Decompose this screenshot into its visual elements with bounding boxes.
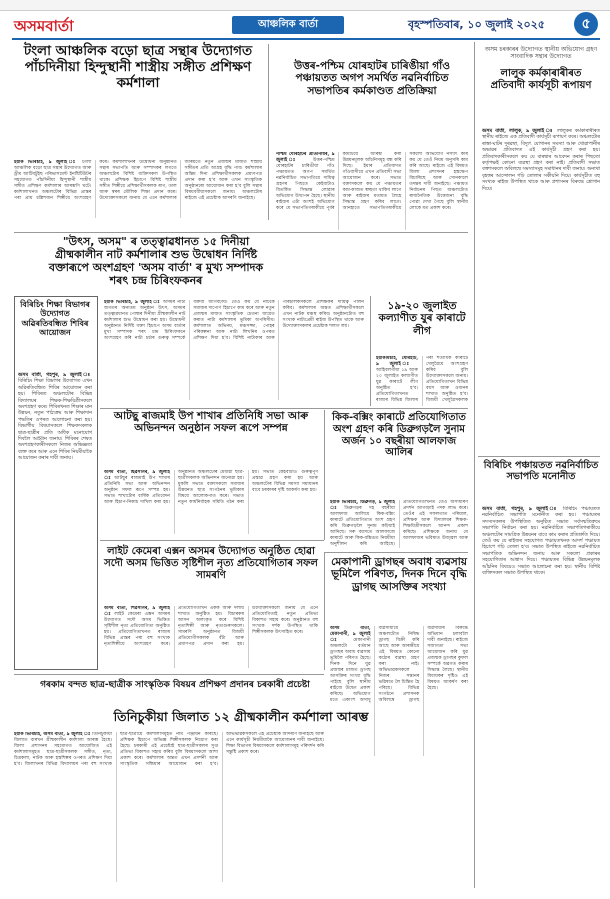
article-tongla-headline: টংলা আঞ্চলিক বড়ো ছাত্ৰ সন্থাৰ উদ্যোগত পাঁচদিনীয়া হিন্দুস্থানী শাস্ত্ৰীয় সঙ্গীত প্ৰশিক্ষণ কৰ্মশালা [23, 43, 253, 91]
article-light-body [104, 606, 318, 668]
side-article-biriching-headline: বিৰিচিং পঞ্চায়তত নৱনিৰ্বাচিত সভাপতি মনোনীত [483, 460, 599, 483]
dateline: ইয়াকমিচাই, যোৰহাট, ৯ জুলাই ঃ [376, 356, 418, 367]
article-text: লালুকৰ কৰ্মকাৰাৰীৰত স্থানীয় ৰাইজে এক প্ৰতিবাদী কাৰ্যসূচী ৰূপায়ণ কৰে। অঞ্চলটোৰ ৰাস্তা-ঘাটৰ দুৰৱস্থা, বিদ্যুৎ যোগানৰ সমস্যা আৰু খোৱাপানীৰ অভাৱৰ প্ৰতিবাদত এই কাৰ্যসূচী গ্ৰহণ কৰা হয়। প্ৰতিবাদকাৰীসকলে কয় যে বাৰম্বাৰ আবেদন কৰাৰ পিছতো কৰ্তৃপক্ষই কোনো ব্যৱস্থা গ্ৰহণ কৰা নাই। প্ৰতিবাদী সভাত বক্তাসকলে অবিলম্বে সমস্যাসমূহ সমাধানৰ দাবী জনায়। অন্যথা বৃহত্তৰ আন্দোলন গঢ়ি তোলাৰ সকীয়নি দিয়ে। কাৰ্যসূচীত বহু সংখ্যক ৰাইজ উপস্থিত থাকে আৰু প্ৰশাসনৰ বিৰুদ্ধে শ্লোগান দিয়ে। [482, 129, 600, 192]
article-utsav-body [104, 300, 364, 400]
dateline: ইয়াক ভিৰিচাই, অসম বাৰ্তা, ৯ জুলাই ঃ [14, 732, 91, 737]
dateline: অসম বাৰ্তা, ছিৱসাগৰ, ৯ জুলাই ঃ [104, 470, 170, 481]
column-divider [324, 410, 325, 540]
article-text: ডিব্ৰুগড়ৰ দহ বছৰীয়া আলফাজ আলিয়ে কিক-বক্সিং কাৰাটে প্ৰতিযোগিতাত অংশ গ্ৰহণ কৰি ডিব্ৰুগড়লৈ সুনাম কঢ়িয়াই আনিছে। সৰু বয়সতে আলফাজে কাৰাটে আৰু কিক-বক্সিঙত নিয়মীয়া অনুশীলন কৰি আহিছে। প্ৰতিযোগিতাখনত তেওঁ অসাধাৰণ প্ৰদৰ্শন আগবঢ়াই পদক লাভ কৰে। তেওঁৰ এই সফলতাত পৰিয়াল, প্ৰশিক্ষক আৰু বিদ্যালয়ৰ শিক্ষক-শিক্ষয়িত্ৰীসকলে আনন্দ প্ৰকাশ কৰিছে। প্ৰশিক্ষকে জনায় যে আলফাজৰ ভবিষ্যত উজ্জ্বল আৰু [330, 500, 468, 547]
logo-part-b: বাৰ্তা [45, 17, 74, 35]
section-divider [100, 408, 468, 409]
article-kalyan-headline: ১৯-২০ জুলাইত কল্যাণীত যুৰ কাৰাটে লীগ [378, 300, 466, 337]
side-article-lalluk-body [482, 128, 600, 454]
logo-part-a: অসম [14, 17, 46, 35]
article-gokam-headline: গৰকাম বন্দত ছাত্ৰ-ছাত্ৰীক সাংস্কৃতিক বিষয়ৰ প্ৰশিক্ষণ প্ৰদানৰ চৰকাৰী প্ৰচেষ্টা [40, 680, 310, 690]
column-divider [370, 296, 371, 406]
side-column-divider [474, 42, 475, 888]
dateline: ইয়াক ভিৰিচাই, ডিব্ৰুগড়, ৯ জুলাই ঃ [330, 500, 395, 511]
dateline: অসম বাৰ্তা, লালুক, ৯ জুলাই ঃ [482, 128, 554, 134]
article-mekapani-headline: মেকাপানী ড্ৰাগছৰ অবাধ ব্যৱসায় ভূমিলৈ পৰিণত, দিনক দিনে বৃদ্ধি ড্ৰাগছ আসক্তিৰ সংখ্যা [331, 556, 467, 593]
article-text: বিৰিচিং পঞ্চায়তত নৱনিৰ্বাচিত সভাপতি মনোনীত কৰা হয়। পঞ্চায়তৰ সদস্যসকলৰ উপস্থিতিত অনুষ্ঠিত সভাত সৰ্বসন্মতিক্ৰমে সভাপতি নিৰ্বাচন কৰা হয়। নৱনিৰ্বাচিত সভাপতিগৰাকীয়ে অঞ্চলটোৰ সামগ্ৰিক উন্নয়নৰ বাবে কাম কৰাৰ প্ৰতিশ্ৰুতি দিয়ে। তেওঁ কয় যে ৰাইজৰ সহযোগত পঞ্চায়তখনক আদৰ্শ পঞ্চায়ত হিচাপে গঢ়ি তোলা হ'ব। সভাত উপস্থিত ৰাইজে নৱনিৰ্বাচিত সভাপতিক অভিনন্দন জনায় আৰু সকলো প্ৰকাৰৰ সহযোগিতাৰ আশ্বাস দিয়ে। পঞ্চায়তৰ বিভিন্ন উন্নয়নমূলক আঁচনিৰ বিষয়েও সভাত আলোচনা কৰা হয়। স্থানীয় বিশিষ্ট ব্যক্তিসকল সভাত উপস্থিত থাকে। [482, 507, 600, 577]
article-tongla-body [14, 160, 262, 218]
section-divider [478, 456, 600, 457]
article-biriching-headline: বিৰিচিং শিক্ষা বিভাগৰ উদ্যোগত অৱিৰতিবন্ধিত শিবিৰ আয়োজন [20, 300, 90, 338]
dateline: অসম বাৰ্তা, মেকাপানী, ৯ জুলাই ঃ [330, 626, 371, 643]
dateline: ইয়াক ভিৰিচাই, ৯ জুলাই ঃ [104, 300, 161, 305]
article-tinsukia-body [14, 732, 324, 882]
top-strip [0, 0, 610, 11]
article-text: টংলা আঞ্চলিক বড়ো ছাত্ৰ সন্থাৰ উদ্যোগত আৰু ড্ৰীম আটিবটুইছ পৰিভাসমেন্ট ইনষ্টিটিউটৰ সহযোগত পাঁচদিনীয়া হিন্দুস্থানী শাস্ত্ৰীয় সঙ্গীত প্ৰশিক্ষণ কৰ্মশালাৰ আৰম্ভণি ঘটে। কৰ্মশালাখনত অঞ্চলটোৰ বিভিন্ন প্ৰান্তৰ পৰা প্ৰায় চল্লিশজন শিল্পীয়ে অংশগ্ৰহণ কৰে। কৰ্মশালাখনৰ উদ্বোধনী অনুষ্ঠানত সন্থাৰ সভাপতি আৰু সম্পাদকৰ লগতে অঞ্চলটোৰ বিশিষ্ট ব্যক্তিসকল উপস্থিত থাকে। প্ৰশিক্ষক হিচাপে বিশিষ্ট শাস্ত্ৰীয় সঙ্গীত শিল্পীয়ে প্ৰশিক্ষাৰ্থীসকলক ৰাগ, তাল আৰু স্বৰৰ মৌলিক শিক্ষা প্ৰদান কৰে। উদ্যোক্তাসকলে জনায় যে এনে কৰ্মশালাৰ জৰিয়তে নতুন প্ৰজন্মৰ মাজত শাস্ত্ৰীয় সঙ্গীতৰ প্ৰতি আগ্ৰহ বৃদ্ধি পাব। কৰ্মশালাৰ অন্তিম দিনা প্ৰশিক্ষাৰ্থীসকলক প্ৰমাণপত্ৰ প্ৰদান কৰা হ'ব আৰু এখন সাংস্কৃতিক অনুষ্ঠানৰো আয়োজন কৰা হ'ব বুলি সন্থাৰ বিষয়ববীয়াসকলে জনায়। অঞ্চলটোৰ ৰাইজে এই প্ৰচেষ্টাক আদৰণি জনাইছে। [14, 160, 262, 201]
article-text: অসমৰ নাট্য জগতৰ অন্যতম অনুষ্ঠান উৎস, অসমৰ তত্ত্বাৱধানত পোন্ধৰ দিনীয়া গ্ৰীষ্মকালীন নাট কৰ্মশালাৰ শুভ উদ্বোধন কৰা হয়। উদ্বোধনী অনুষ্ঠানত নিৰ্দিষ্ট বক্তা হিচাপে অসম বাৰ্তাৰ মুখ্য সম্পাদক শৰৎ চন্দ্ৰ চিৰিংফকনে অংশগ্ৰহণ কৰি নাট্য চৰ্চাৰ গুৰুত্ব সম্পৰ্কে বক্তব্য আগবঢ়ায়। তেওঁ কয় যে নাটকে সমাজৰ দাপোণ হিচাপে কাম কৰে আৰু নতুন প্ৰজন্মৰ মাজত সাংস্কৃতিক চেতনা জাগ্ৰত কৰাত নাট্য কৰ্মশালাৰ ভূমিকা অপৰিসীম। কৰ্মশালাত অভিনয়, মঞ্চসজ্জা, পোহৰ পৰিকল্পনা আৰু নাট্য লিখনিৰ ওপৰত প্ৰশিক্ষণ দিয়া হ'ব। বিশিষ্ট নাট্যকাৰ আৰু পৰিচালকসকলে প্ৰশিক্ষকৰ দায়িত্ব পালন কৰিব। কৰ্মশালাৰ অন্তত প্ৰশিক্ষাৰ্থীসকলে এখন নাটক মঞ্চস্থ কৰিব। অনুষ্ঠানটোত বহু সংখ্যক নাট্যপ্ৰেমী ৰাইজ উপস্থিত থাকে আৰু উদ্যোক্তাসকলৰ প্ৰচেষ্টাক শলাগ লয়। [104, 300, 364, 341]
article-text: আটছুৰ ৰাজমাই উপ শাখাৰ প্ৰতিনিধি সভা আৰু অভিনন্দন অনুষ্ঠান সফল ৰূপে সম্পন্ন হয়। সভাত শাখাটোৰ বাৰ্ষিক প্ৰতিবেদন আৰু হিচাপ-নিকাচ দাখিল কৰা হয়। অনুষ্ঠানত অঞ্চলটোৰ মেধাৱী ছাত্ৰ-ছাত্ৰীসকলক অভিনন্দন জনোৱা হয়। মুকলি সভাত বক্তাসকলে সমাজৰ উন্নয়নত ছাত্ৰ সংগঠনৰ ভূমিকাৰ বিষয়ে আলোকপাত কৰে। সভাত নতুন কাৰ্যনিৰ্বাহক সমিতি গঠন কৰা হয়। সভাত কেইবাটাও গুৰুত্বপূৰ্ণ প্ৰস্তাৱ গ্ৰহণ কৰা হয় আৰু অঞ্চলটোৰ বিভিন্ন সমস্যা সমাধানৰ বাবে চৰকাৰৰ দৃষ্টি আকৰ্ষণ কৰা হয়। [104, 470, 318, 505]
masthead-logo [14, 15, 74, 40]
article-atchha-body [104, 470, 318, 534]
article-charingia-body [276, 152, 468, 230]
dateline: অসম বাৰ্তা, গহপুৰ, ৯ জুলাই ঃ [482, 506, 559, 512]
side-article-lalluk-headline: লালুক কৰ্মকাৰাৰীৰত প্ৰতিবাদী কাৰ্যসূচী ৰূপায়ণ [490, 68, 592, 91]
article-kick-headline: কিক-বক্সিং কাৰাটে প্ৰতিযোগিতাত অংশ গ্ৰহণ কৰি ডিব্ৰুগড়লৈ সুনাম অৰ্জন ১০ বছৰীয়া আলফাজ আলিৰ [332, 412, 466, 459]
section-divider [324, 552, 468, 553]
article-text: মেকাপানী অঞ্চলটো বৰ্তমান ড্ৰাগছৰ অবাধ ব্যৱসায় ভূমিলৈ পৰিণত হৈছে। দিনক দিনে যুৱ প্ৰজন্মৰ মাজত ড্ৰাগছ আসক্তিৰ সংখ্যা বৃদ্ধি পাইছে বুলি স্থানীয় ৰাইজে উদ্বেগ প্ৰকাশ কৰিছে। অভিযোগ মতে একাংশ অসাধু ব্যৱসায়ীয়ে অঞ্চলটোত নিষিদ্ধ ড্ৰাগছ বিক্ৰী কৰি আছে আৰু আৰক্ষীয়ে এই বিষয়ত কোনো কঠোৰ ব্যৱস্থা গ্ৰহণ কৰা নাই। অভিভাৱকসকলে নিজৰ সন্তানৰ ভৱিষ্যত লৈ চিন্তিত হৈ পৰিছে। বিভিন্ন সংগঠনে প্ৰশাসনক অবিলম্বে ড্ৰাগছ ব্যৱসায়ীৰ বিৰুদ্ধে অভিযান চলাবলৈ দাবী জনাইছে। ৰাইজে সজাগতা সভা আয়োজন কৰি যুৱ প্ৰজন্মক ড্ৰাগছৰ কুফল সম্পৰ্কে অৱগত কৰাৰ সিদ্ধান্ত লৈছে। স্থানীয় বিধায়কৰ দৃষ্টিও এই বিষয়ত আকৰ্ষণ কৰা হৈছে। [330, 626, 468, 703]
issue-date: বৃহস্পতিবাৰ, ১০ জুলাই ২০২৫ [408, 18, 545, 31]
dateline: পশ্চিম যোৰহাটৰ প্ৰতিনিধিৰ, ৯ জুলাই ঃ [276, 152, 335, 163]
page-number: ৫ [574, 12, 598, 36]
section-divider [14, 674, 324, 675]
dateline: অসম বাৰ্তা, গহপুৰ, ৯ জুলাই ঃ [18, 372, 92, 378]
masthead-rule [12, 38, 600, 40]
article-biriching-body [18, 372, 92, 664]
dateline: ইয়াক ভিৰিচাই, ৯ জুলাই ঃ [14, 160, 78, 165]
article-text: তিনিচুকীয়া জিলাত বাৰখন গ্ৰীষ্মকালীন কৰ্মশালা আৰম্ভ হৈছে। জিলা প্ৰশাসনৰ সহযোগত আয়োজিত এই কৰ্মশালাসমূহত ছাত্ৰ-ছাত্ৰীসকলক সঙ্গীত, নৃত্য, চিত্ৰকলা, নাটক আৰু হস্তশিল্পৰ ওপৰত প্ৰশিক্ষণ দিয়া হ'ব। জিলাখনৰ বিভিন্ন বিদ্যালয়ৰ পৰা বহু সংখ্যক ছাত্ৰ-ছাত্ৰীয়ে কৰ্মশালাসমূহত নাম পঞ্জীয়ন কৰিছে। প্ৰশিক্ষক হিচাপে অভিজ্ঞ শিল্পীসকলক নিয়োগ কৰা হৈছে। চৰকাৰী এই প্ৰচেষ্টাই ছাত্ৰ-ছাত্ৰীসকলৰ সুপ্ত প্ৰতিভা বিকাশত সহায় কৰিব বুলি বিষয়াসকলে আশা প্ৰকাশ কৰে। কৰ্মশালাৰ অন্তত এখন প্ৰদৰ্শনী আৰু সাংস্কৃতিক সন্ধিয়াৰ আয়োজন কৰা হ'ব। অভিভাৱকসকলে এই প্ৰচেষ্টাক আদৰণি জনাইছে আৰু এনে কাৰ্যসূচী নিয়মীয়াকৈ আয়োজনৰ দাবী জনাইছে। শিক্ষা বিভাগৰ বিষয়াসকলে কৰ্মশালাসমূহ পৰিদৰ্শন কৰি সন্তুষ্টি প্ৰকাশ কৰে। [14, 732, 324, 767]
article-mekapani-body [330, 626, 468, 756]
side-article-biriching-body [482, 506, 600, 890]
article-text: বিৰিচিং শিক্ষা বিভাগৰ উদ্যোগত এখন অৱিৰতিবন্ধিত শিবিৰ আয়োজন কৰা হয়। শিবিৰত অঞ্চলটোৰ বিভিন্ন বিদ্যালয়ৰ শিক্ষক-শিক্ষয়িত্ৰীসকলে অংশগ্ৰহণ কৰে। শিবিৰখনত শিক্ষাৰ মান উন্নয়ন, নতুন পাঠ্যক্ৰম আৰু শিক্ষাদান পদ্ধতিৰ ওপৰত আলোচনা কৰা হয়। বিভাগীয় বিষয়াসকলে শিক্ষকসকলক ছাত্ৰ-ছাত্ৰীৰ প্ৰতি অধিক মনোযোগ দিবলৈ আহ্বান জনায়। শিবিৰৰ শেষত অংশগ্ৰহণকাৰীসকলে নিজৰ অভিজ্ঞতা ব্যক্ত কৰে আৰু এনে শিবিৰ নিয়মীয়াকৈ আয়োজন কৰাৰ দাবী জনায়। [18, 379, 92, 462]
article-text: উত্তৰ-পশ্চিম যোৰহাটৰ চাৰিঙীয়া গাঁও পঞ্চায়তত অগপ সমৰ্থিত নৱনিৰ্বাচিত সভাপতিয়ে দায়িত্ব গ্ৰহণৰ পিছতে কেইবাটাও বিতৰ্কিত সিদ্ধান্ত লোৱাৰ অভিযোগ উত্থাপন হৈছে। স্থানীয় ৰাইজৰ এটা অংশই অভিযোগ কৰে যে সভাপতিগৰাকীয়ে পূৰ্বৰ কমিটিয়ে আৰম্ভ কৰা উন্নয়নমূলক আঁচনিসমূহ বন্ধ কৰি দিছে। ইয়াৰ প্ৰতিবাদত গাঁওবাসীয়ে এখন প্ৰতিবাদী সভা আয়োজন কৰে। সভাত বক্তাসকলে কয় যে পঞ্চায়তৰ কাম-কাজত স্বচ্ছতা থাকিব লাগে আৰু ৰাইজৰ মতামত লৈহে সিদ্ধান্ত গ্ৰহণ কৰিব লাগে। আনহাতে সভাপতিগৰাকীয়ে সকলো অভিযোগ নস্যাৎ কৰি কয় যে তেওঁ নিয়ম অনুসৰি কাম কৰি আছে। ৰাইজে এই বিষয়ত জিলা প্ৰশাসনৰ হস্তক্ষেপ বিচাৰিছে আৰু সোনকালে তদন্তৰ দাবী জনাইছে। পঞ্চায়ত নিৰ্বাচনৰ পিছত অঞ্চলটোত ৰাজনৈতিক উত্তেজনা বৃদ্ধি পোৱা দেখা গৈছে বুলি স্থানীয় লোকে মত প্ৰকাশ কৰে। [276, 152, 468, 211]
side-article-kicker: অসম চৰকাৰৰ উদ্যোগত স্থানীয় অভিযোগ গ্ৰহণ সাংবাদিক সন্থাৰ উদ্যোগত [484, 46, 598, 61]
article-atchha-headline: আটছু ৰাজমাই উপ শাখাৰ প্ৰতিনিধি সভা আৰু অভিনন্দন অনুষ্ঠান সফল ৰূপে সম্পন্ন [113, 410, 309, 435]
article-text: আহিবলগীয়া ১৯ আৰু ২০ জুলাইত কল্যাণীত যুৱ কাৰাটে লীগ অনুষ্ঠিত হ'ব। প্ৰতিযোগিতাখনত ৰাজ্যৰ বিভিন্ন জিলাৰ পৰা শতাধিক কাৰাটে খেলুৱৈয়ে অংশগ্ৰহণ কৰিব বুলি উদ্যোক্তাসকলে জনায়। প্ৰতিযোগিতাখন বিভিন্ন বয়স আৰু ওজনৰ শাখাত অনুষ্ঠিত হ'ব। বিজয়ী খেলুৱৈসকলক [376, 356, 468, 403]
dateline: অসম বাৰ্তা, শিৱসাগৰ, ৯ জুলাই ঃ [104, 606, 170, 617]
article-tinsukia-headline: তিনিচুকীয়া জিলাত ১২ গ্ৰীষ্মকালীন কৰ্মশালা আৰম্ভ [113, 709, 369, 724]
article-utsav-headline: "উৎস, অসম" ৰ তত্ত্বাৱধানত ১৫ দিনীয়া গ্ৰীষ্মকালীন নাট কৰ্মশালাৰ শুভ উদ্বোধন নিৰ্দিষ্ট বক্তাৰূপে অংশগ্ৰহণ 'অসম বাৰ্তা' ৰ মুখ্য সম্পাদক শৰৎ চন্দ্ৰ চিৰিংফকনৰ [48, 235, 264, 287]
article-kalyan-body [376, 356, 468, 406]
section-label: আঞ্চলিক বাৰ্তা [232, 16, 344, 34]
section-divider [14, 232, 468, 233]
section-divider [100, 540, 324, 541]
article-charingia-headline: উত্তৰ-পশ্চিম যোৰহাটৰ চাৰিঙীয়া গাঁও পঞ্চায়তত অগপ সমৰ্থিত নৱনিৰ্বাচিত সভাপতিৰ কৰ্মকাণ্ডত প্ৰতিক্ৰিয়া [294, 60, 450, 97]
article-light-headline: লাইট কেমেৰা এক্সন অসমৰ উদ্যোগত অনুষ্ঠিত হোৱা সদৌ অসম ভিত্তিত সৃষ্টিশীল নৃত্য প্ৰতিযোগিতাৰ সফল সামৰণি [104, 546, 318, 581]
column-divider [324, 552, 325, 670]
article-text: লাইট কেমেৰা এক্সন অসমৰ উদ্যোগত সদৌ অসম ভিত্তিত সৃষ্টিশীল নৃত্য প্ৰতিযোগিতা অনুষ্ঠিত হয়। প্ৰতিযোগিতাখনত ৰাজ্যৰ বিভিন্ন প্ৰান্তৰ পৰা বহু সংখ্যক নৃত্যশিল্পীয়ে অংশগ্ৰহণ কৰে। প্ৰতিযোগিতাখন একক আৰু দলীয় শাখাত অনুষ্ঠিত হয়। বিচাৰকৰ আসন অলংকৃত কৰে বিশিষ্ট নৃত্যশিল্পী আৰু নৃত্যগুৰুসকলে। সামৰণি অনুষ্ঠানত বিজয়ী প্ৰতিযোগীসকলক বঁটা আৰু প্ৰমাণপত্ৰ প্ৰদান কৰা হয়। উদ্যোক্তাসকলে জনায় যে এনে প্ৰতিযোগিতাই নতুন প্ৰতিভা বিকাশত সহায় কৰে। অনুষ্ঠানত বহু সংখ্যক দৰ্শক উপস্থিত থাকি শিল্পীসকলক উৎসাহিত কৰে। [104, 606, 318, 647]
article-kick-body [330, 500, 468, 548]
column-divider [268, 44, 269, 220]
